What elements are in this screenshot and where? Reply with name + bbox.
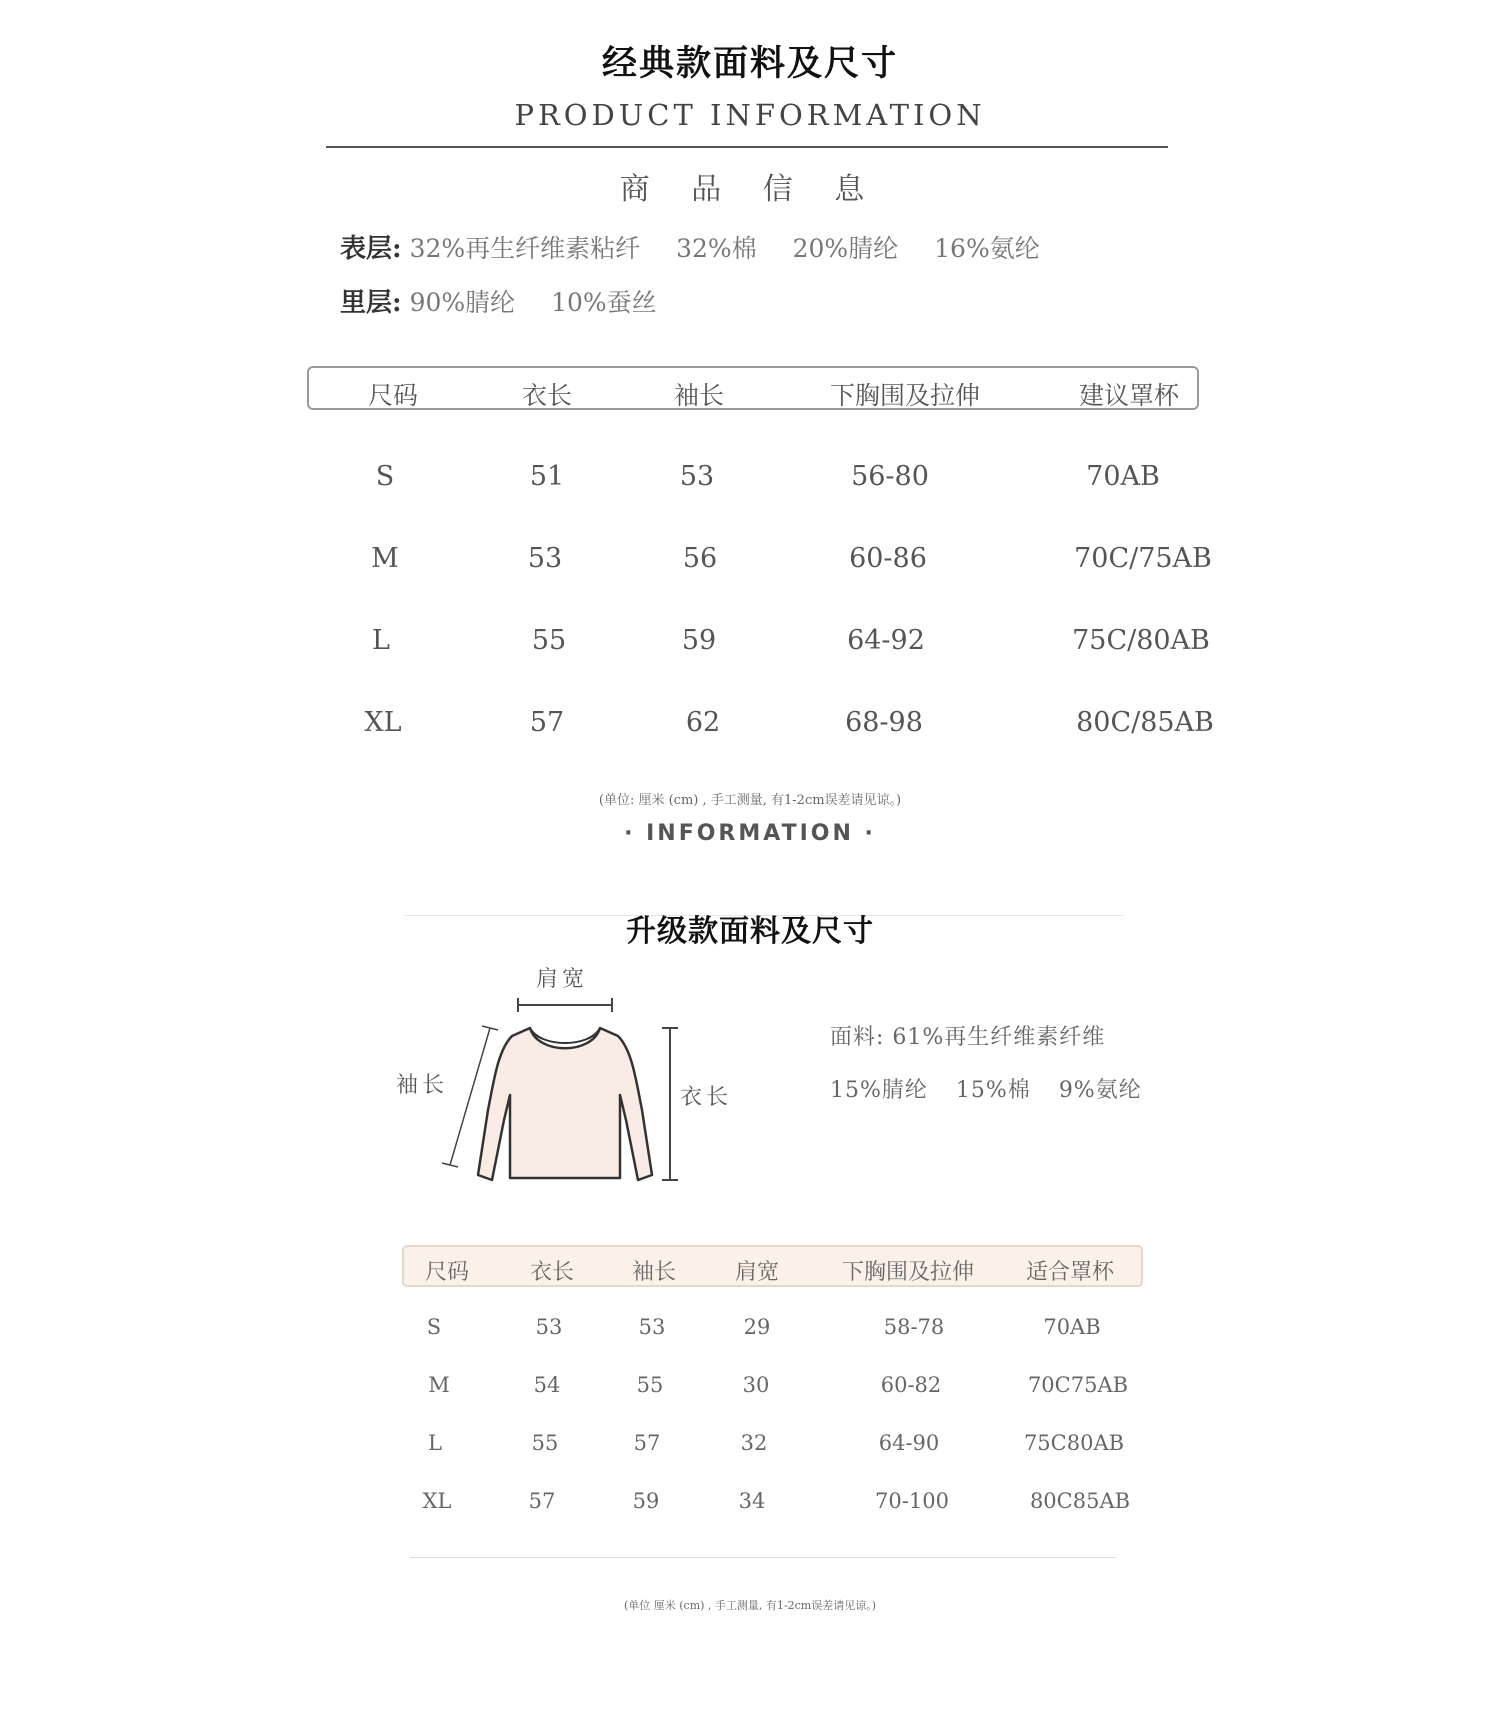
- classic-size-table-header: [307, 366, 1199, 410]
- material-value: 32%棉: [676, 234, 757, 263]
- cell-size: XL: [422, 1489, 452, 1513]
- cell-sleeve: 55: [636, 1373, 664, 1397]
- material-value: 32%再生纤维素粘纤: [409, 234, 641, 263]
- upgrade-table-divider: [410, 1557, 1116, 1558]
- upgrade-fabric-line2: [830, 1073, 1162, 1104]
- fabric-value: 15%腈纶: [830, 1078, 928, 1103]
- outer-layer-materials: [340, 228, 1068, 265]
- header-sleeve: 袖长: [673, 381, 725, 410]
- cell-underbust: 60-82: [880, 1373, 942, 1397]
- inner-layer-label: 里层:: [340, 288, 402, 318]
- cell-length: 55: [531, 1431, 559, 1455]
- cell-sleeve: 59: [632, 1489, 660, 1513]
- cell-size: XL: [364, 707, 402, 738]
- cell-cup: 75C80AB: [1023, 1431, 1125, 1455]
- garment-length-label: 衣长: [680, 1085, 733, 1110]
- cell-length: 51: [529, 461, 565, 492]
- header-cup: 建议罩杯: [1078, 381, 1180, 410]
- title-divider: [326, 146, 1168, 148]
- cell-underbust: 64-92: [847, 625, 925, 656]
- cell-sleeve: 57: [633, 1431, 661, 1455]
- cell-shoulder: 32: [740, 1431, 768, 1455]
- cell-underbust: 58-78: [883, 1315, 945, 1339]
- material-value: 10%蚕丝: [551, 288, 657, 317]
- cell-sleeve: 53: [679, 461, 715, 492]
- material-value: 20%腈纶: [792, 234, 899, 263]
- header-length: 衣长: [521, 381, 573, 410]
- cell-size: S: [426, 1315, 442, 1339]
- upgrade-measurement-note: (单位 厘米 (cm) , 手工测量, 有1-2cm误差请见谅。): [623, 1599, 877, 1612]
- cell-shoulder: 30: [742, 1373, 770, 1397]
- upgrade-fabric-line1: 面料: 61%再生纤维素纤维: [830, 1025, 1106, 1050]
- cell-size: L: [428, 1431, 442, 1455]
- header-length: 衣长: [529, 1260, 575, 1285]
- material-value: 16%氨纶: [934, 234, 1040, 263]
- shirt-shape: [478, 1028, 652, 1180]
- classic-title: 经典款面料及尺寸: [601, 43, 898, 84]
- sleeve-length-label: 袖长: [396, 1073, 449, 1098]
- cell-length: 53: [535, 1315, 563, 1339]
- upgrade-size-table-header: [402, 1245, 1143, 1287]
- shoulder-width-label: 肩宽: [536, 967, 589, 992]
- header-underbust: 下胸围及拉伸: [841, 1260, 975, 1285]
- cell-underbust: 64-90: [878, 1431, 940, 1455]
- header-size: 尺码: [367, 381, 419, 410]
- cell-underbust: 68-98: [845, 707, 923, 738]
- product-information-subtitle: PRODUCT INFORMATION: [514, 98, 986, 132]
- information-label: · INFORMATION ·: [624, 821, 876, 846]
- fabric-value: 15%棉: [955, 1078, 1031, 1103]
- header-size: 尺码: [424, 1260, 470, 1285]
- cell-size: M: [428, 1373, 450, 1397]
- header-cup: 适合罩杯: [1025, 1260, 1115, 1285]
- cell-cup: 75C/80AB: [1072, 625, 1210, 656]
- cell-sleeve: 62: [685, 707, 721, 738]
- cell-length: 55: [531, 625, 567, 656]
- header-shoulder: 肩宽: [734, 1260, 780, 1285]
- cell-sleeve: 53: [638, 1315, 666, 1339]
- header-sleeve: 袖长: [631, 1260, 677, 1285]
- cell-cup: 80C/85AB: [1076, 707, 1214, 738]
- cell-cup: 70C/75AB: [1074, 543, 1212, 574]
- cell-sleeve: 59: [681, 625, 717, 656]
- cell-length: 57: [529, 707, 565, 738]
- outer-layer-label: 表层:: [340, 234, 402, 264]
- inner-layer-materials: [340, 282, 685, 319]
- product-info-heading: 商 品 信 息: [619, 172, 881, 207]
- cell-length: 57: [528, 1489, 556, 1513]
- cell-shoulder: 34: [738, 1489, 766, 1513]
- cell-underbust: 56-80: [851, 461, 929, 492]
- material-value: 90%腈纶: [409, 288, 516, 317]
- cell-size: M: [371, 543, 399, 574]
- upgrade-title: 升级款面料及尺寸: [626, 914, 874, 949]
- cell-length: 53: [527, 543, 563, 574]
- cell-underbust: 70-100: [875, 1489, 949, 1513]
- cell-underbust: 60-86: [849, 543, 927, 574]
- cell-cup: 80C85AB: [1029, 1489, 1131, 1513]
- cell-sleeve: 56: [682, 543, 718, 574]
- cell-length: 54: [533, 1373, 561, 1397]
- cell-cup: 70AB: [1043, 1315, 1101, 1339]
- fabric-value: 9%氨纶: [1058, 1078, 1142, 1103]
- header-underbust: 下胸围及拉伸: [829, 381, 981, 410]
- cell-cup: 70C75AB: [1027, 1373, 1129, 1397]
- cell-shoulder: 29: [743, 1315, 771, 1339]
- cell-size: S: [375, 461, 395, 492]
- cell-size: L: [372, 625, 390, 656]
- cell-cup: 70AB: [1086, 461, 1160, 492]
- measurement-note: (单位: 厘米 (cm) , 手工测量, 有1-2cm误差请见谅。): [598, 793, 902, 808]
